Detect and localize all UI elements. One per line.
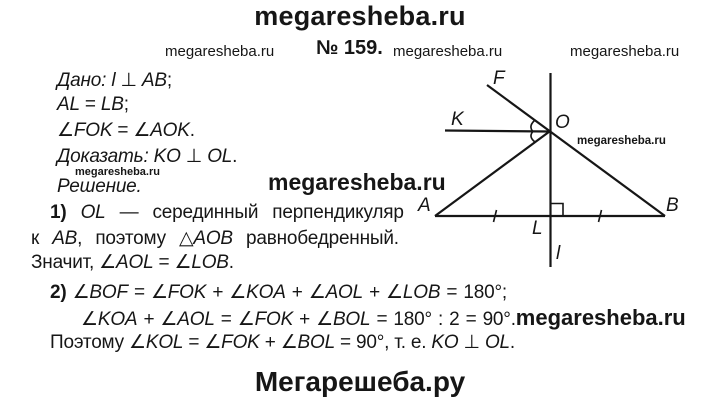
solution-segment: KOA <box>246 282 286 303</box>
solution-segment: = ∠ <box>112 120 151 141</box>
solution-line-7 <box>31 227 399 250</box>
solution-segment: BOF <box>89 282 128 303</box>
diagram-line-fob <box>487 85 665 216</box>
site-footer: Мегарешеба.ру <box>254 366 466 397</box>
solution-segment: = 180° : 2 = 90°. <box>370 309 516 330</box>
watermark-small-left: megaresheba.ru <box>75 166 160 178</box>
solution-segment: = ∠ <box>183 332 222 353</box>
solution-segment: равнобедренный. <box>232 228 399 249</box>
solution-segment: . <box>232 146 238 167</box>
watermark-center-bold: megaresheba.ru <box>268 169 446 195</box>
watermark-header-left: megaresheba.ru <box>165 43 275 60</box>
solution-segment: KOL <box>145 332 184 353</box>
solution-segment: FOK <box>221 332 260 353</box>
solution-line-10 <box>81 305 686 331</box>
watermark-header-mid: megaresheba.ru <box>393 43 503 60</box>
solution-segment: AOK <box>150 120 190 141</box>
solution-segment: + ∠ <box>137 309 178 330</box>
solution-segment: ∠ <box>72 282 90 303</box>
diagram-label-l-point: L <box>532 218 543 239</box>
solution-segment: . <box>509 332 515 353</box>
solution-segment: l <box>111 70 116 91</box>
solution-segment: AOB <box>193 228 233 249</box>
solution-line-11 <box>50 331 515 354</box>
solution-line-3 <box>57 119 195 142</box>
solution-segment: AL <box>57 94 80 115</box>
solution-segment: Значит, ∠ <box>31 252 117 273</box>
solution-segment: + ∠ <box>259 332 298 353</box>
solution-segment: AB <box>141 70 167 91</box>
solution-segment: KO <box>431 332 459 353</box>
solution-segment: LOB <box>191 252 229 273</box>
solution-segment: FOK <box>254 309 294 330</box>
solution-segment: BOL <box>297 332 335 353</box>
solution-segment: + ∠ <box>362 282 403 303</box>
solution-segment: LB <box>100 94 124 115</box>
solution-segment: KOA <box>97 309 138 330</box>
solution-segment: FOK <box>73 120 113 141</box>
watermark-diagram: megaresheba.ru <box>577 135 666 147</box>
solution-segment: AOL <box>116 252 154 273</box>
solution-line-2 <box>57 94 129 116</box>
solution-segment: Решение. <box>57 176 142 197</box>
solution-segment: к <box>31 228 53 249</box>
solution-segment: = ∠ <box>127 282 168 303</box>
watermark-header-right: megaresheba.ru <box>570 43 680 60</box>
solution-segment: ∠ <box>57 120 74 141</box>
solution-segment: + ∠ <box>293 309 333 330</box>
solution-segment: KO <box>153 146 181 167</box>
solution-segment: FOK <box>167 282 207 303</box>
solution-segment: . <box>228 252 234 273</box>
solution-segment: ∠ <box>81 309 98 330</box>
solution-line-6 <box>50 202 404 224</box>
solution-segment: Поэтому ∠ <box>50 332 146 353</box>
solution-segment: AOL <box>177 309 215 330</box>
solution-segment: OL <box>80 202 106 223</box>
solution-segment: AB <box>52 228 78 249</box>
solution-segment: LOB <box>402 282 441 303</box>
solution-line-1 <box>57 69 172 92</box>
solution-line-8 <box>31 251 234 274</box>
solution-segment: ; <box>123 94 129 115</box>
geometry-diagram <box>415 60 705 275</box>
diagram-label-a: A <box>418 195 431 216</box>
solution-segment: . <box>189 120 195 141</box>
solution-segment: + ∠ <box>206 282 247 303</box>
solution-line-4 <box>57 145 237 168</box>
problem-number: № 159. <box>316 37 383 59</box>
solution-line-9 <box>50 281 507 304</box>
solution-segment: = ∠ <box>214 309 255 330</box>
solution-segment: + ∠ <box>285 282 326 303</box>
diagram-ray-ko <box>445 131 550 132</box>
diagram-label-k: K <box>451 109 464 130</box>
solution-segment: Доказать: <box>57 146 154 167</box>
solution-segment: ; <box>166 70 172 91</box>
site-watermark-title: megaresheba.ru <box>254 1 466 31</box>
diagram-right-angle-mark <box>551 204 564 217</box>
watermark-inline-bold: megaresheba.ru <box>515 305 686 330</box>
solution-segment: OL <box>484 332 510 353</box>
solution-segment: 1) <box>50 202 81 223</box>
solution-segment: Дано: <box>57 70 112 91</box>
solution-segment: = <box>79 94 101 115</box>
solution-segment: BOL <box>332 309 371 330</box>
diagram-label-f: F <box>493 68 505 89</box>
solution-segment: , поэтому △ <box>77 228 194 249</box>
diagram-label-b: B <box>666 195 679 216</box>
solution-segment: = 90°, т. е. <box>334 332 432 353</box>
diagram-segment-ao <box>435 132 550 217</box>
diagram-angle-arc-koa <box>531 132 535 142</box>
diagram-label-l-line: l <box>556 243 561 264</box>
solution-segment: 2) <box>50 282 73 303</box>
solution-segment: ⊥ <box>115 70 142 91</box>
solution-line-5 <box>57 176 142 198</box>
solution-segment: ⊥ <box>458 332 485 353</box>
diagram-label-o: O <box>555 112 570 133</box>
solution-segment: AOL <box>325 282 363 303</box>
solution-segment: OL <box>207 146 233 167</box>
solution-segment: ⊥ <box>180 146 208 167</box>
diagram-angle-arc-fok <box>531 121 535 132</box>
solution-segment: = ∠ <box>153 252 192 273</box>
solution-segment: = 180°; <box>440 282 507 303</box>
solution-segment: — серединный перпендикуляр <box>105 202 404 223</box>
